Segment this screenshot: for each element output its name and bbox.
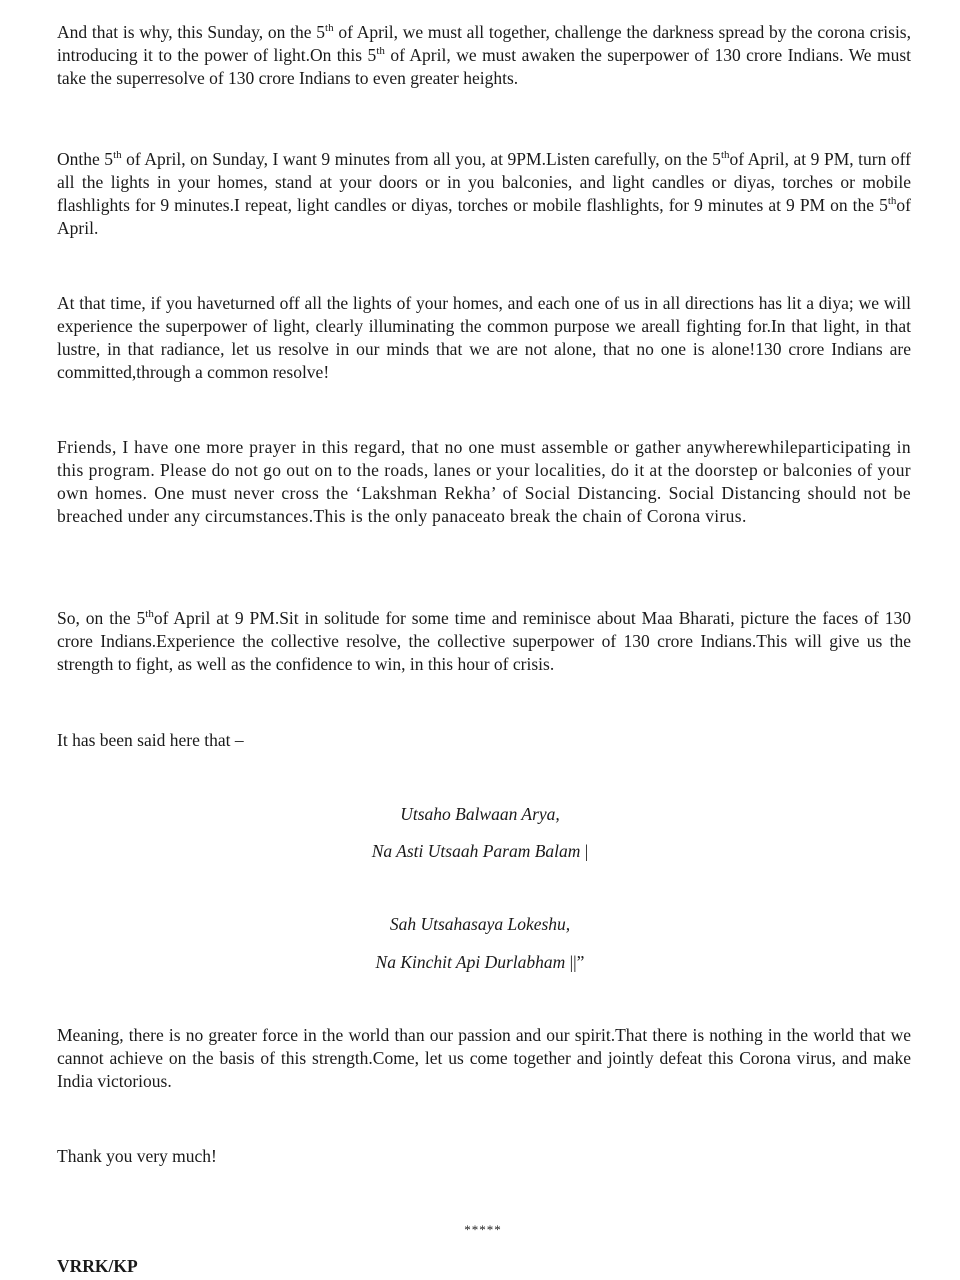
text-segment: of April, we must all together, challenge the darkness spread by the corona crisis, introducing it to the power of light.On this 5 <box>57 22 911 65</box>
superscript: th <box>325 22 334 35</box>
paragraph-meaning: Meaning, there is no greater force in the world than our passion and our spirit.That there is nothing in the world that we cannot achieve on the basis of this strength.Come, let us come together and jointly defeat this Corona virus, and make India victorious. <box>57 1025 911 1091</box>
superscript: th <box>113 149 122 162</box>
paragraph-said-here: It has been said here that – <box>57 730 244 750</box>
verse-line-1: Utsaho Balwaan Arya, <box>400 804 560 824</box>
paragraph-social-distancing: Friends, I have one more prayer in this regard, that no one must assemble or gather anywherewhileparticipating in this program. Please do not go out on to the roads, lanes or your localities, do it at the doorstep or balconies of your own homes. One must never cross the ‘Lakshman Rekha’ of Social Distancing. Social Distancing should not be breached under any circumstances.This is the only panaceato break the chain of Corona virus. <box>57 437 911 526</box>
paragraph-thank-you: Thank you very much! <box>57 1146 217 1166</box>
paragraph-nine-minutes <box>57 148 911 240</box>
text-segment: And that is why, this Sunday, on the 5 <box>57 22 326 42</box>
text-segment: Onthe 5 <box>57 149 114 169</box>
verse-line-3: Sah Utsahasaya Lokeshu, <box>389 914 571 934</box>
superscript: th <box>887 195 897 208</box>
text-segment: So, on the 5 <box>57 608 146 628</box>
separator-asterisks: ***** <box>464 1222 502 1237</box>
text-segment: of April, on Sunday, I want 9 minutes from all you, at 9PM.Listen carefully, on the 5 <box>121 149 721 169</box>
verse-line-4 <box>0 951 960 974</box>
verse-mark: | <box>580 841 589 861</box>
superscript: th <box>145 608 154 621</box>
verse-mark: ||” <box>565 952 585 972</box>
text-segment: of April. <box>57 195 911 238</box>
text-segment: of April, at 9 PM, turn off all the lights in your homes, stand at your doors or in you balconies, and light candles or diyas, torches or mobile flashlights for 9 minutes.I repeat, light candles or diyas, torches or mobile flashlights, for 9 minutes at 9 PM on the 5 <box>57 149 911 215</box>
text-segment: of April, we must awaken the superpower of 130 crore Indians. We must take the superresolve of 130 crore Indians to even greater heights. <box>57 45 911 88</box>
paragraph-sunday-light <box>57 21 911 90</box>
verse-text: Na Asti Utsaah Param Balam <box>371 841 581 861</box>
verse-text: Na Kinchit Api Durlabham <box>375 952 566 972</box>
superscript: th <box>720 149 730 162</box>
verse-line-2 <box>0 840 960 863</box>
signature-code: VRRK/KP <box>57 1256 138 1276</box>
superscript: th <box>376 45 385 58</box>
paragraph-maa-bharati <box>57 607 911 676</box>
paragraph-superpower-light: At that time, if you haveturned off all the lights of your homes, and each one of us in all directions has lit a diya; we will experience the superpower of light, clearly illuminating the common purpose we areall fighting for.In that light, in that lustre, in that radiance, let us resolve in our minds that we are not alone, that no one is alone!130 crore Indians are committed,through a common resolve! <box>57 293 911 382</box>
text-segment: of April at 9 PM.Sit in solitude for some time and reminisce about Maa Bharati, picture the faces of 130 crore Indians.Experience the collective resolve, the collective superpower of 130 crore Indians.This will give us the strength to fight, as well as the confidence to win, in this hour of crisis. <box>57 608 911 674</box>
